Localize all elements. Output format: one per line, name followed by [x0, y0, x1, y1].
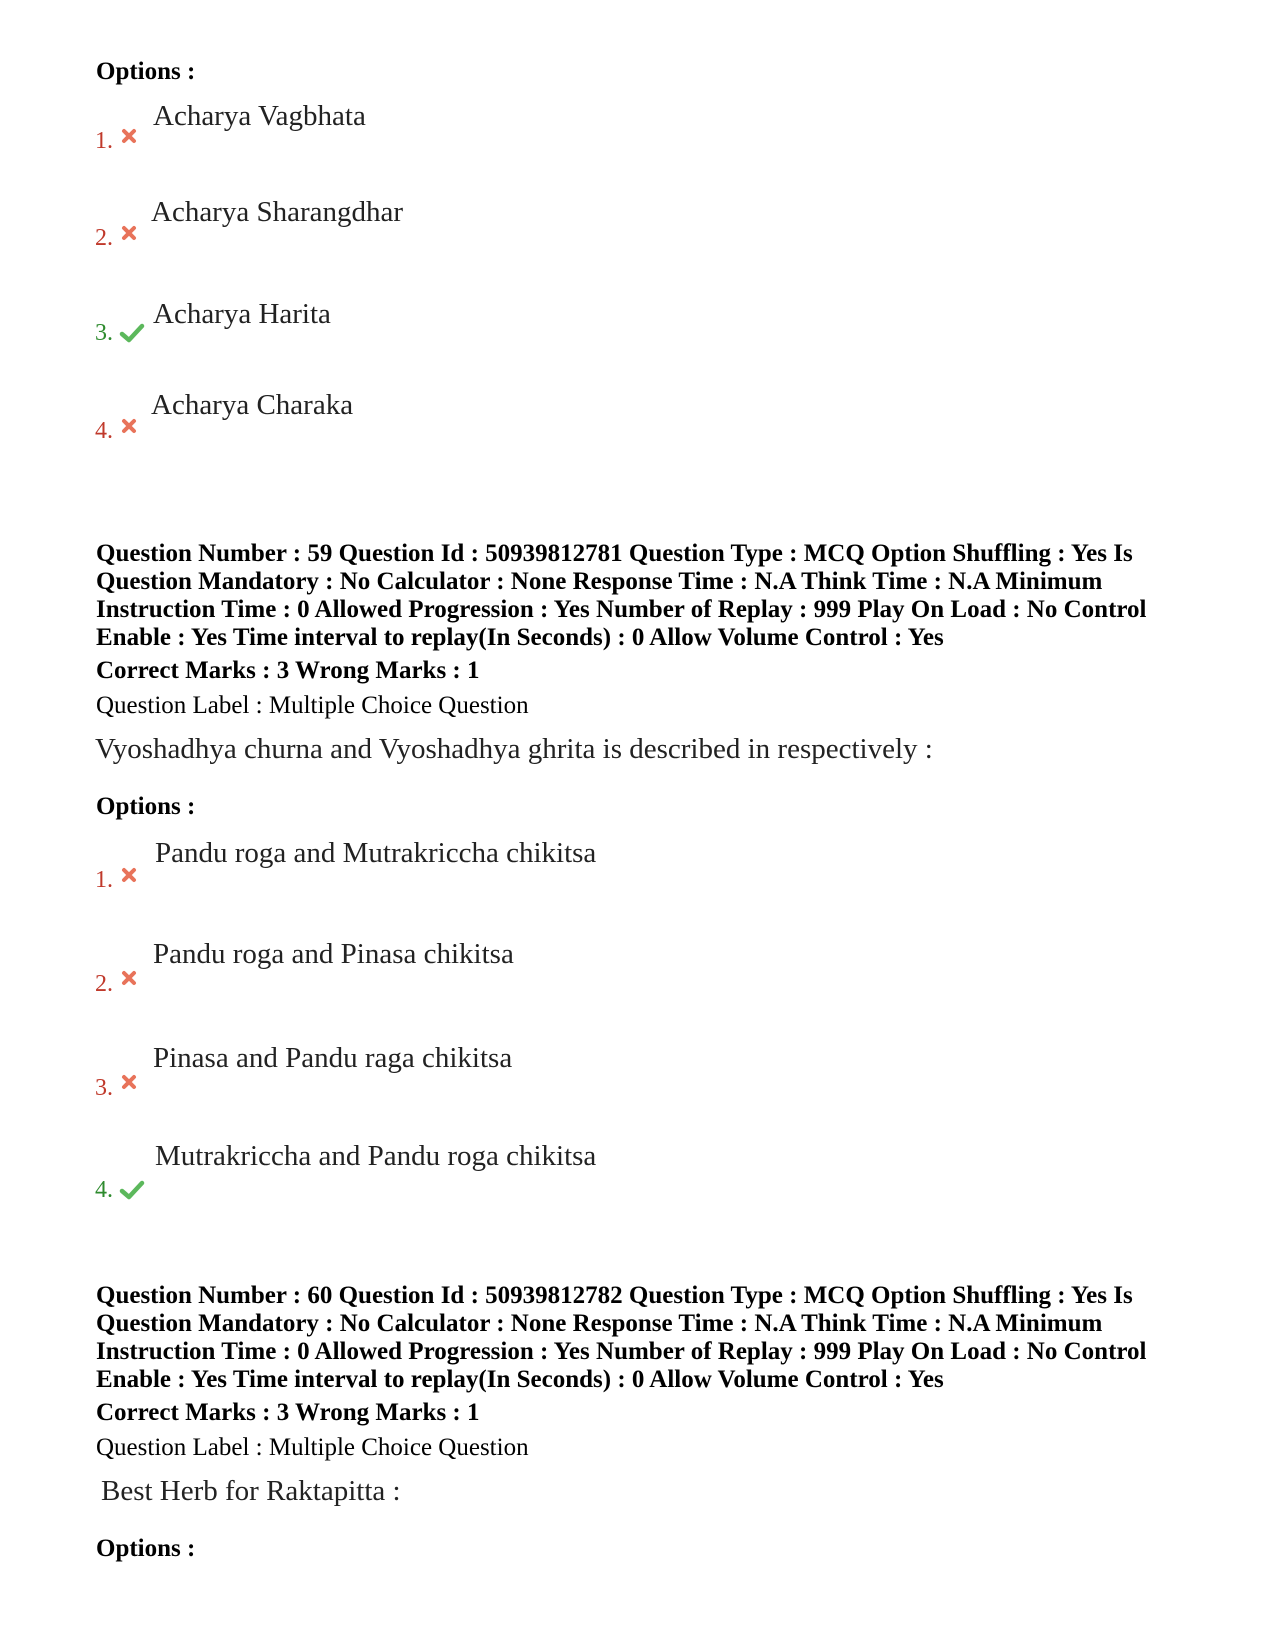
meta-line: Question Mandatory : No Calculator : None Response Time : N.A Think Time : N.A Minimum	[96, 568, 1103, 595]
marks-line: Correct Marks : 3 Wrong Marks : 1	[96, 657, 480, 684]
option-number: 2.	[95, 971, 113, 997]
cross-icon	[121, 1074, 137, 1090]
cross-icon	[121, 128, 137, 144]
option-number: 1.	[95, 867, 113, 893]
option-text: Pandu roga and Pinasa chikitsa	[153, 938, 514, 970]
meta-line: Instruction Time : 0 Allowed Progression : Yes Number of Replay : 999 Play On Load : No Control	[96, 1338, 1147, 1365]
cross-icon	[121, 225, 137, 241]
meta-line: Question Mandatory : No Calculator : None Response Time : N.A Think Time : N.A Minimum	[96, 1310, 1103, 1337]
option-text: Acharya Charaka	[151, 389, 354, 421]
cross-icon	[121, 418, 137, 434]
question-meta	[96, 1282, 1196, 1394]
meta-line: Enable : Yes Time interval to replay(In Seconds) : 0 Allow Volume Control : Yes	[96, 624, 944, 651]
question-text: Best Herb for Raktapitta :	[101, 1475, 401, 1507]
options-label: Options :	[96, 58, 196, 85]
option-text: Pinasa and Pandu raga chikitsa	[153, 1042, 513, 1074]
cross-icon	[121, 867, 137, 883]
meta-line: Question Number : 60 Question Id : 50939812782 Question Type : MCQ Option Shuffling : Yes Is	[96, 1282, 1133, 1309]
question-label: Question Label : Multiple Choice Question	[96, 1434, 529, 1461]
options-label: Options :	[96, 1535, 196, 1562]
option-number: 3.	[95, 320, 113, 346]
option-number: 4.	[95, 1177, 113, 1203]
marks-line: Correct Marks : 3 Wrong Marks : 1	[96, 1399, 480, 1426]
option-number: 2.	[95, 225, 113, 251]
meta-line: Instruction Time : 0 Allowed Progression : Yes Number of Replay : 999 Play On Load : No Control	[96, 596, 1147, 623]
cross-icon	[121, 970, 137, 986]
option-text: Acharya Vagbhata	[153, 100, 366, 132]
options-label: Options :	[96, 793, 196, 820]
option-text: Pandu roga and Mutrakriccha chikitsa	[155, 837, 597, 869]
option-number: 3.	[95, 1075, 113, 1101]
question-meta	[96, 540, 1196, 652]
question-label: Question Label : Multiple Choice Question	[96, 692, 529, 719]
meta-line: Enable : Yes Time interval to replay(In Seconds) : 0 Allow Volume Control : Yes	[96, 1366, 944, 1393]
check-icon	[119, 323, 145, 343]
option-text: Acharya Harita	[153, 298, 331, 330]
option-number: 1.	[95, 128, 113, 154]
option-number: 4.	[95, 418, 113, 444]
option-text: Acharya Sharangdhar	[151, 196, 404, 228]
option-text: Mutrakriccha and Pandu roga chikitsa	[155, 1140, 597, 1172]
question-text: Vyoshadhya churna and Vyoshadhya ghrita is described in respectively :	[95, 733, 933, 765]
meta-line: Question Number : 59 Question Id : 50939812781 Question Type : MCQ Option Shuffling : Yes Is	[96, 540, 1133, 567]
check-icon	[119, 1180, 145, 1200]
